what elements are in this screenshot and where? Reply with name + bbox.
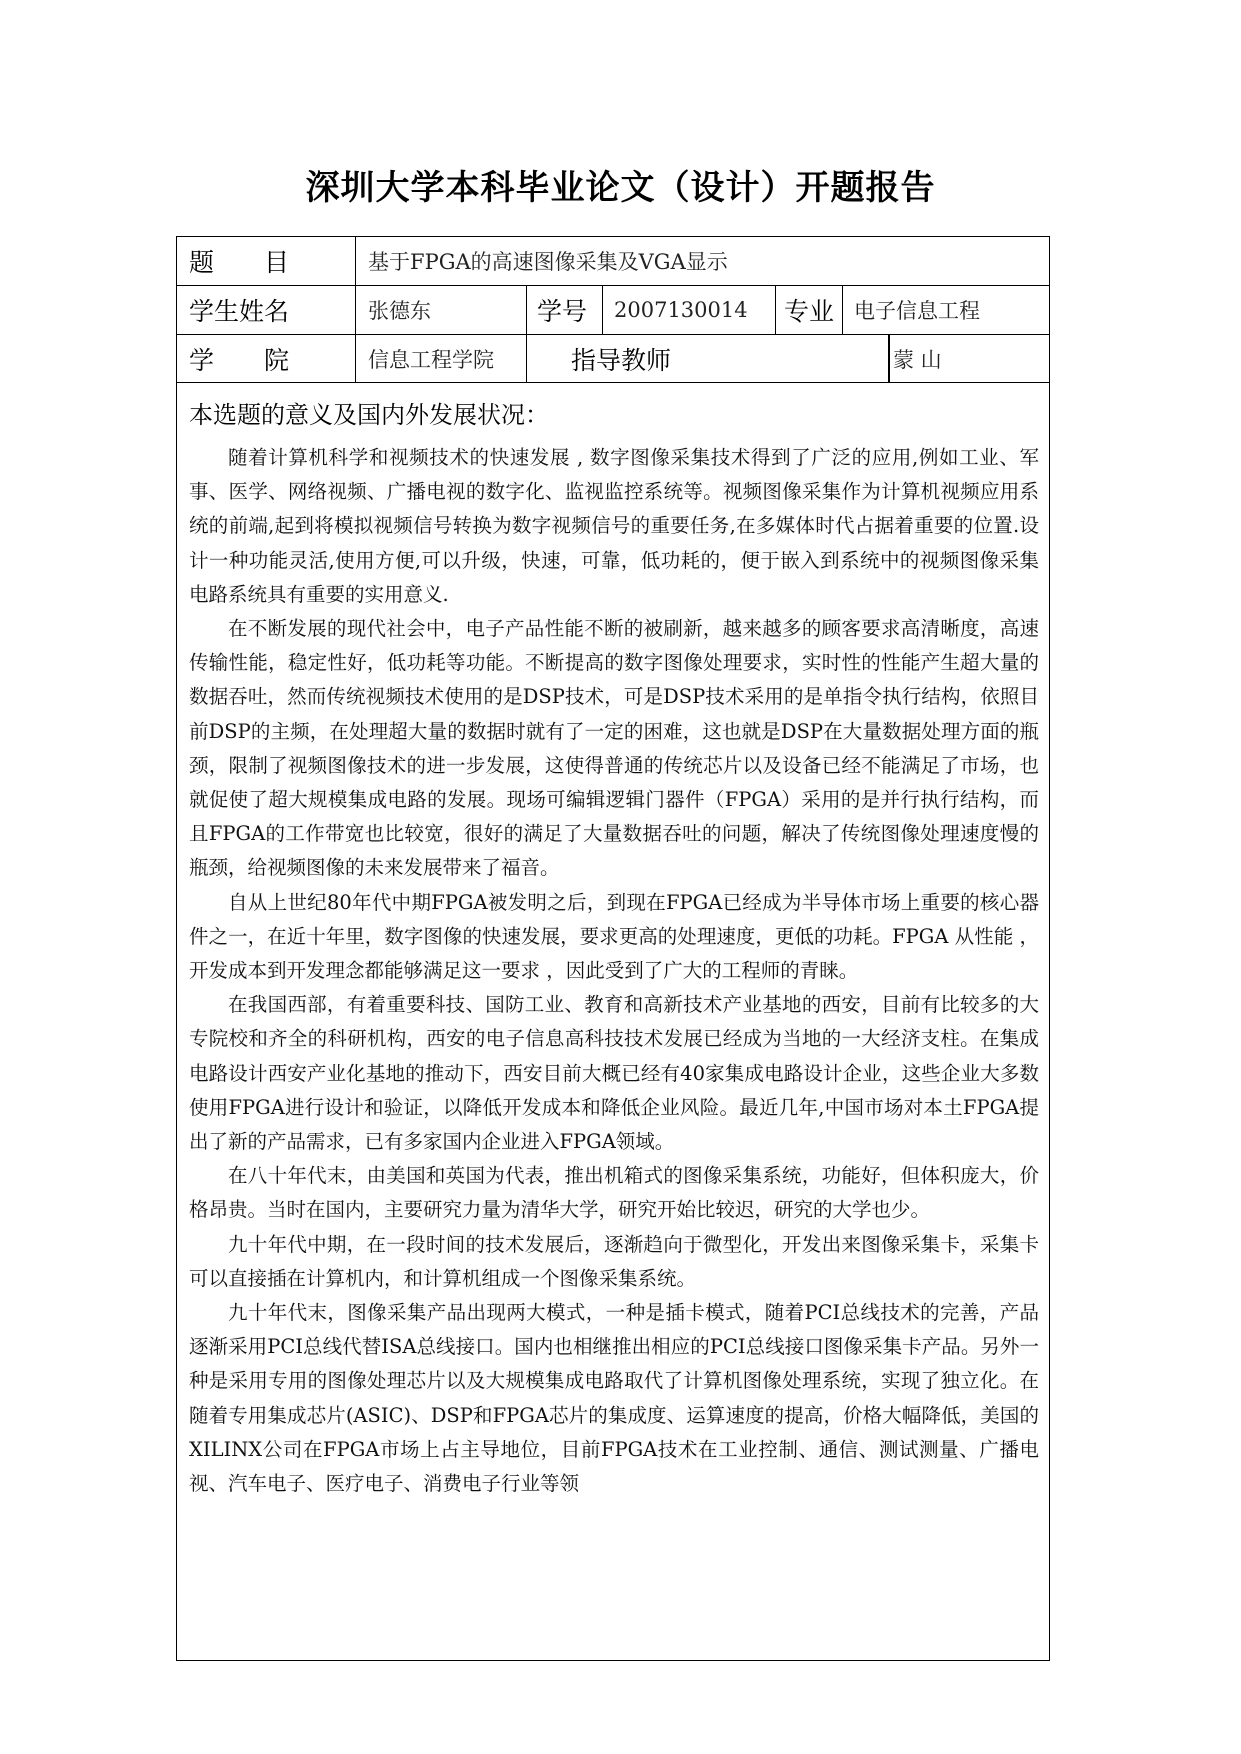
topic-row <box>177 237 1049 286</box>
paragraph: 在不断发展的现代社会中，电子产品性能不断的被刷新，越来越多的顾客要求高清晰度，高速传输性能，稳定性好，低功耗等功能。不断提高的数字图像处理要求，实时性的性能产生超大量的数据吞吐，然而传统视频技术使用的是DSP技术，可是DSP技术采用的是单指令执行结构，依照目前DSP的主频，在处理超大量的数据时就有了一定的困难，这也就是DSP在大量数据处理方面的瓶颈，限制了视频图像技术的进一步发展，这使得普通的传统芯片以及设备已经不能满足了市场，也就促使了超大规模集成电路的发展。现场可编辑逻辑门器件（FPGA）采用的是并行执行结构，而且FPGA的工作带宽也比较宽，很好的满足了大量数据吞吐的问题，解决了传统图像处理速度慢的瓶颈，给视频图像的未来发展带来了福音。 <box>189 617 1039 880</box>
topic-value: 基于FPGA的高速图像采集及VGA显示 <box>368 250 728 274</box>
topic-value-cell <box>356 237 1049 285</box>
student-value: 张德东 <box>368 299 431 323</box>
paragraph: 九十年代末，图像采集产品出现两大模式，一种是插卡模式，随着PCI总线技术的完善，产品逐渐采用PCI总线代替ISA总线接口。国内也相继推出相应的PCI总线接口图像采集卡产品。另外一种是采用专用的图像处理芯片以及大规模集成电路取代了计算机图像处理系统，实现了独立化。在随着专用集成芯片(ASIC)、DSP和FPGA芯片的集成度、运算速度的提高，价格大幅降低，美国的XILINX公司在FPGA市场上占主导地位，目前FPGA技术在工业控制、通信、测试测量、广播电视、汽车电子、医疗电子、消费电子行业等领 <box>189 1301 1039 1496</box>
major-label: 专业 <box>784 297 835 326</box>
section-heading: 本选题的意义及国内外发展状况： <box>189 401 549 429</box>
advisor-divider <box>889 335 890 383</box>
advisor-value-cell <box>889 335 1049 382</box>
paragraph: 自从上世纪80年代中期FPGA被发明之后，到现在FPGA已经成为半导体市场上重要的核心器件之一，在近十年里，数字图像的快速发展，要求更高的处理速度，更低的功耗。FPGA 从性能 ，开发成本到开发理念都能够满足这一要求 ，因此受到了广大的工程师的青睐。 <box>189 890 1039 983</box>
paragraph: 随着计算机科学和视频技术的快速发展 , 数字图像采集技术得到了广泛的应用,例如工业、军事、医学、网络视频、广播电视的数字化、监视监控系统等。视频图像采集作为计算机视频应用系统的前端,起到将模拟视频信号转换为数字视频信号的重要任务,在多媒体时代占据着重要的位置.设计一种功能灵活,使用方便,可以升级，快速，可靠，低功耗的，便于嵌入到系统中的视频图像采集电路系统具有重要的实用意义. <box>189 446 1039 606</box>
page-title: 深圳大学本科毕业论文（设计）开题报告 <box>305 168 936 208</box>
id-label-cell <box>527 286 603 334</box>
college-label-cell <box>177 335 356 382</box>
college-value: 信息工程学院 <box>368 347 494 372</box>
id-label: 学号 <box>537 297 588 326</box>
college-label: 学 院 <box>189 345 290 375</box>
paragraph: 在八十年代末，由美国和英国为代表，推出机箱式的图像采集系统，功能好，但体积庞大，价格昂贵。当时在国内，主要研究力量为清华大学，研究开始比较迟，研究的大学也少。 <box>189 1164 1039 1222</box>
advisor-label-cell <box>527 335 889 382</box>
topic-label: 题 目 <box>189 248 290 277</box>
major-value: 电子信息工程 <box>854 299 980 323</box>
report-table <box>176 236 1050 1661</box>
college-row <box>177 335 1049 383</box>
id-value-cell <box>603 286 776 334</box>
college-value-cell <box>356 335 527 382</box>
major-label-cell <box>776 286 843 334</box>
student-label: 学生姓名 <box>189 297 290 326</box>
section-body <box>189 441 1039 1501</box>
advisor-label: 指导教师 <box>571 345 672 375</box>
student-label-cell <box>177 286 356 334</box>
paragraph: 在我国西部，有着重要科技、国防工业、教育和高新技术产业基地的西安，目前有比较多的大专院校和齐全的科研机构，西安的电子信息高科技技术发展已经成为当地的一大经济支柱。在集成电路设计西安产业化基地的推动下，西安目前大概已经有40家集成电路设计企业，这些企业大多数使用FPGA进行设计和验证，以降低开发成本和降低企业风险。最近几年,中国市场对本土FPGA提出了新的产品需求，已有多家国内企业进入FPGA领域。 <box>189 993 1039 1154</box>
student-row <box>177 286 1049 335</box>
paragraph: 九十年代中期，在一段时间的技术发展后，逐渐趋向于微型化，开发出来图像采集卡，采集卡可以直接插在计算机内，和计算机组成一个图像采集系统。 <box>189 1232 1039 1290</box>
topic-label-cell <box>177 237 356 285</box>
id-value: 2007130014 <box>614 298 748 322</box>
major-value-cell <box>843 286 1049 334</box>
student-value-cell <box>356 286 527 334</box>
advisor-value: 蒙 山 <box>893 347 942 372</box>
